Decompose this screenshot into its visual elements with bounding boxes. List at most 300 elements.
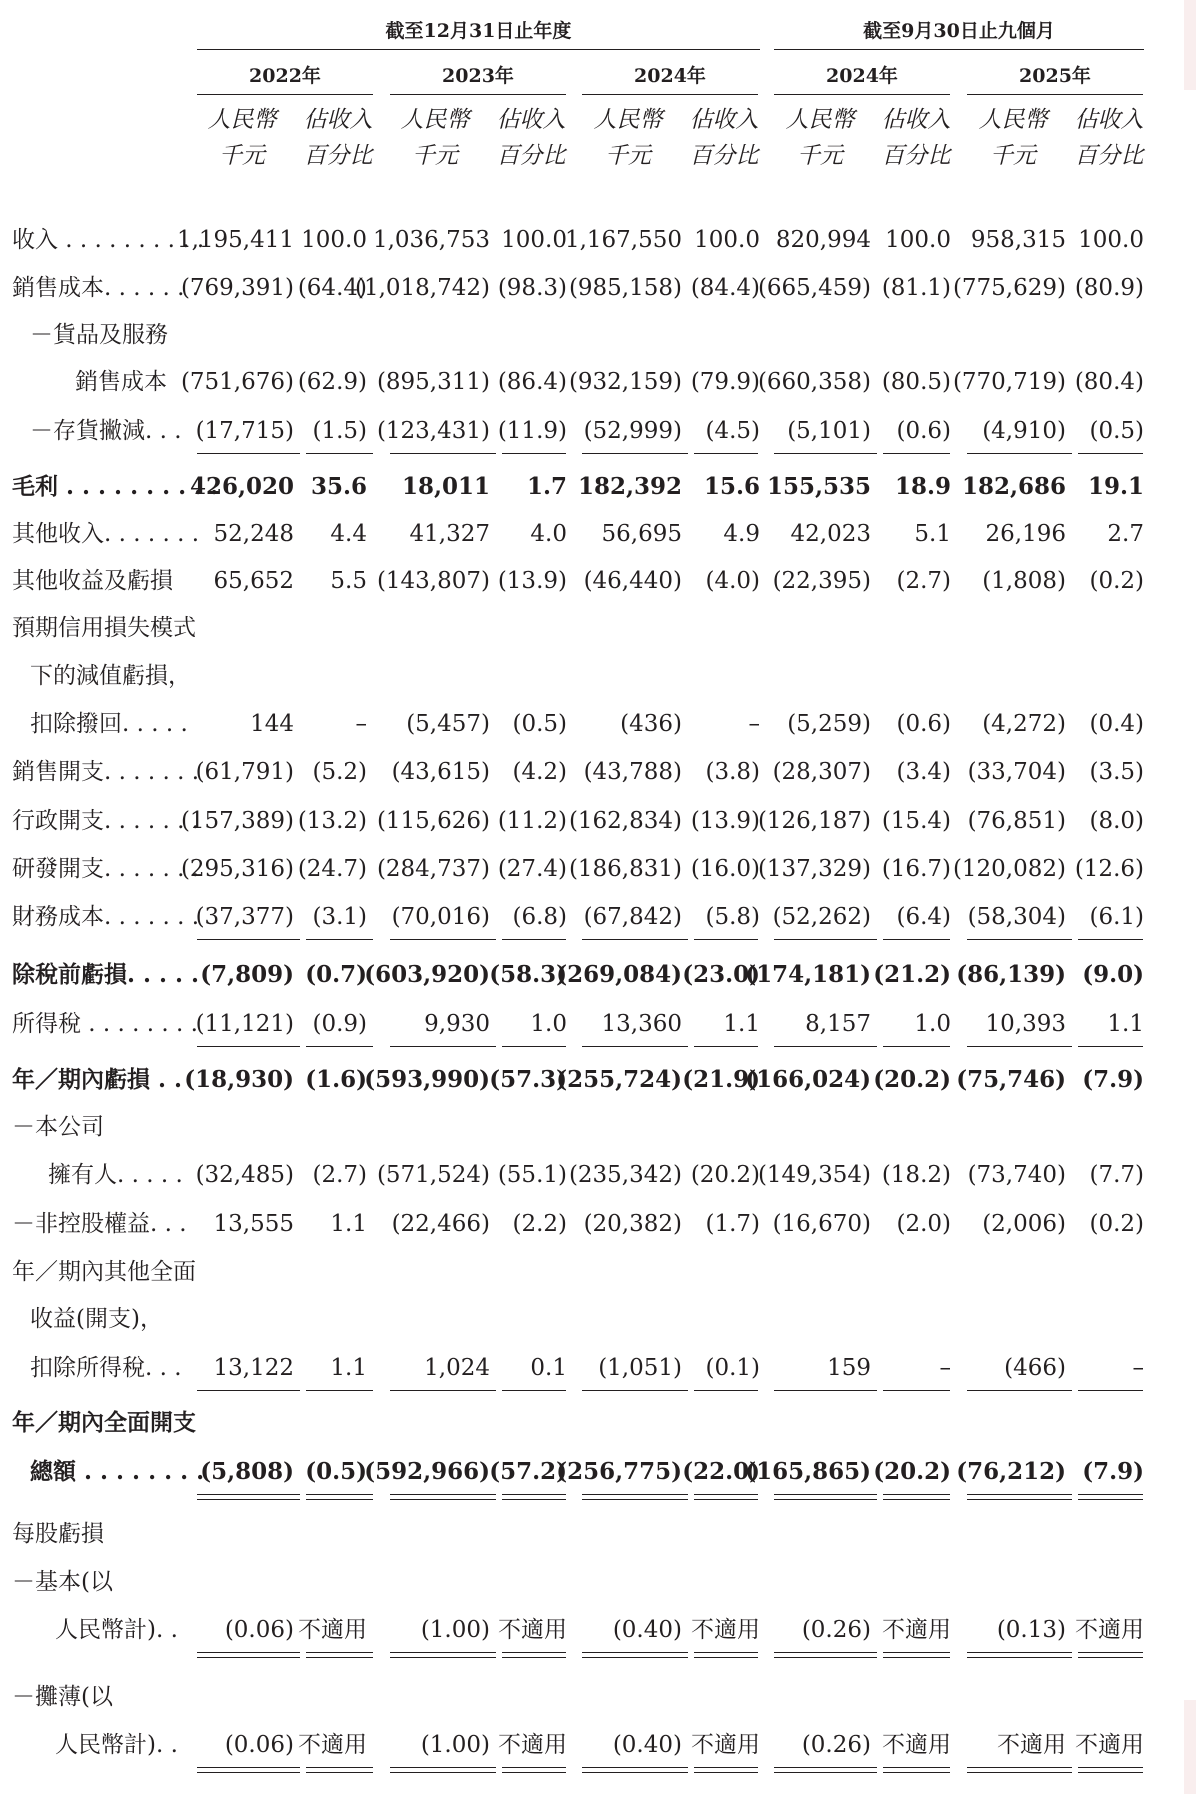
percent-cell: (86.4) — [497, 369, 567, 395]
percent-cell: (13.9) — [690, 808, 760, 834]
amount-cell: (76,851) — [967, 808, 1066, 834]
amount-cell: (157,389) — [180, 808, 294, 834]
total-double-rule — [502, 1652, 566, 1658]
subtotal-rule — [694, 453, 758, 454]
percent-cell: (6.8) — [512, 904, 567, 930]
amount-cell: 426,020 — [189, 473, 294, 500]
row-label: 其他收入. . . . . . . — [12, 521, 200, 547]
row-label: 銷售成本. . . . . . . — [12, 275, 200, 301]
subtotal-rule — [582, 453, 688, 454]
percent-cell: (57.2) — [489, 1458, 567, 1485]
percent-cell: 1.1 — [330, 1355, 367, 1381]
amount-cell: (985,158) — [568, 275, 682, 301]
percent-cell: (4.0) — [705, 568, 760, 594]
subtotal-rule — [694, 1046, 758, 1047]
amount-cell: (660,358) — [757, 369, 871, 395]
row-label: 年／期內全面開支 — [12, 1409, 196, 1436]
amount-cell: 26,196 — [985, 521, 1066, 547]
subtotal-rule — [390, 1390, 496, 1391]
percent-cell: (13.9) — [497, 568, 567, 594]
percent-cell: (0.9) — [312, 1011, 367, 1037]
amount-cell: (571,524) — [376, 1162, 490, 1188]
row-label: 除稅前虧損. . . . . — [12, 961, 200, 988]
amount-cell: 1,036,753 — [372, 227, 490, 253]
period-header: 2022年 — [249, 65, 321, 87]
subtotal-rule — [967, 453, 1072, 454]
amount-cell: 41,327 — [409, 521, 490, 547]
total-double-rule — [1078, 1767, 1143, 1773]
total-double-rule — [774, 1652, 877, 1658]
percent-cell: 不適用 — [691, 1732, 760, 1758]
amount-cell: (1,808) — [982, 568, 1066, 594]
amount-cell: (162,834) — [568, 808, 682, 834]
subtotal-rule — [774, 1046, 877, 1047]
amount-cell: (593,990) — [364, 1066, 490, 1093]
subtotal-rule — [502, 1390, 566, 1391]
subtotal-rule — [197, 453, 300, 454]
percent-cell: 15.6 — [703, 473, 760, 500]
unit-percent-label: 佔收入 — [496, 107, 566, 133]
percent-cell: (22.0) — [682, 1458, 760, 1485]
unit-amount-label: 千元 — [797, 143, 843, 169]
total-double-rule — [582, 1652, 688, 1658]
percent-cell: (58.3) — [489, 961, 567, 988]
total-double-rule — [197, 1652, 300, 1658]
subtotal-rule — [502, 453, 566, 454]
percent-cell: (0.5) — [1089, 418, 1144, 444]
subtotal-rule — [883, 453, 950, 454]
period-header-rule — [774, 94, 950, 95]
amount-cell: (5,457) — [406, 711, 490, 737]
amount-cell: (4,272) — [982, 711, 1066, 737]
amount-cell: (1.00) — [420, 1732, 490, 1758]
amount-cell: (52,999) — [583, 418, 682, 444]
percent-cell: (79.9) — [690, 369, 760, 395]
row-label: 所得稅 . . . . . . . . — [12, 1011, 198, 1037]
header-full-year-group: 截至12月31日止年度 — [385, 20, 572, 42]
amount-cell: (143,807) — [376, 568, 490, 594]
total-double-rule — [694, 1494, 758, 1500]
amount-cell: 159 — [827, 1355, 871, 1381]
total-double-rule — [967, 1494, 1072, 1500]
period-header: 2024年 — [826, 65, 898, 87]
percent-cell: 18.9 — [894, 473, 951, 500]
row-label: 預期信用損失模式 — [12, 615, 196, 641]
amount-cell: 13,555 — [213, 1211, 294, 1237]
amount-cell: (665,459) — [757, 275, 871, 301]
percent-cell: (8.0) — [1089, 808, 1144, 834]
row-label: 收益(開支)， — [30, 1306, 163, 1332]
percent-cell: 1.0 — [914, 1011, 951, 1037]
total-double-rule — [390, 1494, 496, 1500]
amount-cell: 10,393 — [985, 1011, 1066, 1037]
percent-cell: (7.9) — [1082, 1458, 1144, 1485]
subtotal-rule — [694, 939, 758, 940]
subtotal-rule — [774, 453, 877, 454]
percent-cell: (4.5) — [705, 418, 760, 444]
period-header-rule — [582, 94, 758, 95]
amount-cell: (28,307) — [772, 759, 871, 785]
amount-cell: (7,809) — [200, 961, 294, 988]
percent-cell: (16.7) — [881, 856, 951, 882]
amount-cell: 182,686 — [961, 473, 1066, 500]
total-double-rule — [883, 1652, 950, 1658]
percent-cell: (27.4) — [497, 856, 567, 882]
header-rule — [774, 49, 1144, 50]
amount-cell: (770,719) — [952, 369, 1066, 395]
amount-cell: (1,051) — [598, 1355, 682, 1381]
percent-cell: (4.2) — [512, 759, 567, 785]
row-label: －非控股權益. . . — [12, 1211, 187, 1237]
percent-cell: 5.5 — [330, 568, 367, 594]
percent-cell: (2.7) — [312, 1162, 367, 1188]
percent-cell: (24.7) — [297, 856, 367, 882]
row-label: 行政開支. . . . . . . — [12, 808, 200, 834]
percent-cell: 不適用 — [691, 1617, 760, 1643]
amount-cell: (436) — [620, 711, 682, 737]
percent-cell: 100.0 — [501, 227, 567, 253]
unit-percent-label: 百分比 — [881, 143, 951, 169]
unit-amount-label: 人民幣 — [593, 107, 663, 133]
percent-cell: 不適用 — [882, 1617, 951, 1643]
unit-percent-label: 佔收入 — [689, 107, 759, 133]
total-double-rule — [306, 1494, 373, 1500]
percent-cell: 19.1 — [1087, 473, 1144, 500]
percent-cell: 1.1 — [723, 1011, 760, 1037]
amount-cell: 56,695 — [601, 521, 682, 547]
row-label: 其他收益及虧損 — [12, 568, 173, 594]
amount-cell: (1.00) — [420, 1617, 490, 1643]
amount-cell: (11,121) — [195, 1011, 294, 1037]
percent-cell: (20.2) — [690, 1162, 760, 1188]
percent-cell: 不適用 — [498, 1617, 567, 1643]
unit-amount-label: 千元 — [412, 143, 458, 169]
percent-cell: (0.1) — [705, 1355, 760, 1381]
unit-percent-label: 百分比 — [303, 143, 373, 169]
unit-amount-label: 人民幣 — [207, 107, 277, 133]
percent-cell: (98.3) — [497, 275, 567, 301]
percent-cell: (18.2) — [881, 1162, 951, 1188]
total-double-rule — [197, 1767, 300, 1773]
percent-cell: (5.2) — [312, 759, 367, 785]
percent-cell: (0.5) — [305, 1458, 367, 1485]
percent-cell: (2.7) — [896, 568, 951, 594]
row-label: 下的減值虧損， — [30, 663, 191, 689]
amount-cell: 1,167,550 — [564, 227, 682, 253]
percent-cell: (6.1) — [1089, 904, 1144, 930]
period-header-rule — [390, 94, 566, 95]
subtotal-rule — [197, 1390, 300, 1391]
amount-cell: 13,122 — [213, 1355, 294, 1381]
amount-cell: (149,354) — [757, 1162, 871, 1188]
amount-cell: (235,342) — [568, 1162, 682, 1188]
page-edge-tint — [1184, 0, 1196, 90]
amount-cell: (73,740) — [967, 1162, 1066, 1188]
unit-percent-label: 百分比 — [1074, 143, 1144, 169]
percent-cell: (12.6) — [1074, 856, 1144, 882]
total-double-rule — [883, 1494, 950, 1500]
percent-cell: (1.6) — [305, 1066, 367, 1093]
period-header-rule — [967, 94, 1143, 95]
amount-cell: 52,248 — [213, 521, 294, 547]
amount-cell: (17,715) — [195, 418, 294, 444]
percent-cell: (1.5) — [312, 418, 367, 444]
unit-percent-label: 佔收入 — [1074, 107, 1144, 133]
subtotal-rule — [582, 1390, 688, 1391]
unit-amount-label: 千元 — [605, 143, 651, 169]
amount-cell: (20,382) — [583, 1211, 682, 1237]
percent-cell: 100.0 — [1078, 227, 1144, 253]
unit-amount-label: 人民幣 — [400, 107, 470, 133]
subtotal-rule — [1078, 453, 1143, 454]
row-label: 扣除所得稅. . . — [30, 1355, 182, 1381]
subtotal-rule — [967, 1390, 1072, 1391]
amount-cell: (0.13) — [996, 1617, 1066, 1643]
amount-cell: (0.40) — [612, 1617, 682, 1643]
amount-cell: (2,006) — [982, 1211, 1066, 1237]
amount-cell: (5,101) — [787, 418, 871, 444]
percent-cell: 不適用 — [298, 1617, 367, 1643]
percent-cell: (23.0) — [682, 961, 760, 988]
amount-cell: (46,440) — [583, 568, 682, 594]
subtotal-rule — [582, 939, 688, 940]
total-double-rule — [774, 1494, 877, 1500]
percent-cell: (0.5) — [512, 711, 567, 737]
percent-cell: 1.1 — [330, 1211, 367, 1237]
row-label: 研發開支. . . . . . . — [12, 856, 200, 882]
total-double-rule — [390, 1767, 496, 1773]
percent-cell: (11.2) — [497, 808, 567, 834]
subtotal-rule — [306, 1390, 373, 1391]
row-label: 擁有人. . . . . — [48, 1162, 183, 1188]
unit-percent-label: 百分比 — [689, 143, 759, 169]
total-double-rule — [774, 1767, 877, 1773]
percent-cell: 100.0 — [885, 227, 951, 253]
percent-cell: 100.0 — [301, 227, 367, 253]
amount-cell: (5,259) — [787, 711, 871, 737]
percent-cell: (5.8) — [705, 904, 760, 930]
subtotal-rule — [774, 939, 877, 940]
amount-cell: (165,865) — [745, 1458, 871, 1485]
percent-cell: (16.0) — [690, 856, 760, 882]
percent-cell: 不適用 — [298, 1732, 367, 1758]
subtotal-rule — [390, 939, 496, 940]
total-double-rule — [694, 1767, 758, 1773]
percent-cell: (11.9) — [497, 418, 567, 444]
subtotal-rule — [967, 1046, 1072, 1047]
percent-cell: (20.2) — [873, 1066, 951, 1093]
percent-cell: (81.1) — [881, 275, 951, 301]
amount-cell: (0.06) — [224, 1732, 294, 1758]
percent-cell: (0.2) — [1089, 568, 1144, 594]
percent-cell: 4.9 — [723, 521, 760, 547]
subtotal-rule — [390, 1046, 496, 1047]
amount-cell: (751,676) — [180, 369, 294, 395]
row-label: 扣除撥回. . . . . — [30, 711, 188, 737]
total-double-rule — [502, 1494, 566, 1500]
subtotal-rule — [1078, 1046, 1143, 1047]
amount-cell: 958,315 — [970, 227, 1066, 253]
amount-cell: (284,737) — [376, 856, 490, 882]
amount-cell: (67,842) — [583, 904, 682, 930]
row-label: 收入 . . . . . . . . . . — [12, 227, 205, 253]
amount-cell: 13,360 — [601, 1011, 682, 1037]
unit-percent-label: 百分比 — [496, 143, 566, 169]
amount-cell: (52,262) — [772, 904, 871, 930]
unit-amount-label: 人民幣 — [785, 107, 855, 133]
page-edge-tint — [1184, 1700, 1196, 1794]
subtotal-rule — [502, 939, 566, 940]
header-nine-months-group: 截至9月30日止九個月 — [863, 20, 1055, 42]
percent-cell: (84.4) — [690, 275, 760, 301]
subtotal-rule — [883, 939, 950, 940]
amount-cell: 8,157 — [805, 1011, 871, 1037]
amount-cell: (70,016) — [391, 904, 490, 930]
amount-cell: (33,704) — [967, 759, 1066, 785]
percent-cell: 35.6 — [310, 473, 367, 500]
amount-cell: (76,212) — [956, 1458, 1066, 1485]
percent-cell: (2.2) — [512, 1211, 567, 1237]
percent-cell: (13.2) — [297, 808, 367, 834]
percent-cell: 0.1 — [530, 1355, 567, 1381]
header-rule — [197, 49, 760, 50]
row-label: －存貨撇減. . . — [30, 418, 182, 444]
row-label: 人民幣計). . — [55, 1617, 178, 1643]
percent-cell: 不適用 — [1075, 1617, 1144, 1643]
total-double-rule — [502, 1767, 566, 1773]
amount-cell: 18,011 — [401, 473, 490, 500]
percent-cell: (3.8) — [705, 759, 760, 785]
row-label: －攤薄(以 — [12, 1684, 113, 1710]
percent-cell: 100.0 — [694, 227, 760, 253]
percent-cell: (80.9) — [1074, 275, 1144, 301]
amount-cell: (37,377) — [195, 904, 294, 930]
percent-cell: 4.4 — [330, 521, 367, 547]
total-double-rule — [390, 1652, 496, 1658]
amount-cell: (0.26) — [801, 1617, 871, 1643]
amount-cell: 144 — [250, 711, 294, 737]
period-header: 2024年 — [634, 65, 706, 87]
amount-cell: (0.40) — [612, 1732, 682, 1758]
amount-cell: (120,082) — [952, 856, 1066, 882]
row-label: 財務成本. . . . . . . — [12, 904, 200, 930]
row-label: 毛利 . . . . . . . . . . — [12, 473, 219, 500]
percent-cell: 4.0 — [530, 521, 567, 547]
percent-cell: (62.9) — [297, 369, 367, 395]
amount-cell: (18,930) — [184, 1066, 294, 1093]
row-label: 人民幣計). . — [55, 1732, 178, 1758]
period-header: 2025年 — [1019, 65, 1091, 87]
percent-cell: (0.6) — [896, 418, 951, 444]
amount-cell: (32,485) — [195, 1162, 294, 1188]
amount-cell: (174,181) — [745, 961, 871, 988]
amount-cell: (75,746) — [956, 1066, 1066, 1093]
subtotal-rule — [197, 1046, 300, 1047]
subtotal-rule — [694, 1390, 758, 1391]
subtotal-rule — [582, 1046, 688, 1047]
unit-amount-label: 千元 — [219, 143, 265, 169]
amount-cell: (603,920) — [364, 961, 490, 988]
unit-percent-label: 佔收入 — [303, 107, 373, 133]
amount-cell: (22,466) — [391, 1211, 490, 1237]
percent-cell: 2.7 — [1107, 521, 1144, 547]
amount-cell: (86,139) — [956, 961, 1066, 988]
amount-cell: (769,391) — [180, 275, 294, 301]
amount-cell: (295,316) — [180, 856, 294, 882]
unit-amount-label: 人民幣 — [978, 107, 1048, 133]
amount-cell: 9,930 — [424, 1011, 490, 1037]
percent-cell: (21.9) — [682, 1066, 760, 1093]
row-label: 總額 . . . . . . . . — [30, 1458, 205, 1485]
total-double-rule — [197, 1494, 300, 1500]
percent-cell: – — [1132, 1355, 1144, 1381]
unit-amount-label: 千元 — [990, 143, 1036, 169]
percent-cell: (7.9) — [1082, 1066, 1144, 1093]
percent-cell: 1.1 — [1107, 1011, 1144, 1037]
percent-cell: (6.4) — [896, 904, 951, 930]
total-double-rule — [306, 1652, 373, 1658]
subtotal-rule — [967, 939, 1072, 940]
subtotal-rule — [883, 1046, 950, 1047]
percent-cell: 1.0 — [530, 1011, 567, 1037]
percent-cell: (64.4) — [297, 275, 367, 301]
percent-cell: (21.2) — [873, 961, 951, 988]
period-header-rule — [197, 94, 373, 95]
amount-cell: (466) — [1004, 1355, 1066, 1381]
row-label: －基本(以 — [12, 1569, 113, 1595]
total-double-rule — [1078, 1494, 1143, 1500]
row-label: 每股虧損 — [12, 1521, 104, 1547]
total-double-rule — [967, 1652, 1072, 1658]
percent-cell: 1.7 — [526, 473, 567, 500]
amount-cell: (58,304) — [967, 904, 1066, 930]
percent-cell: (0.2) — [1089, 1211, 1144, 1237]
amount-cell: 42,023 — [790, 521, 871, 547]
total-double-rule — [582, 1494, 688, 1500]
amount-cell: (932,159) — [568, 369, 682, 395]
amount-cell: (123,431) — [376, 418, 490, 444]
percent-cell: 5.1 — [914, 521, 951, 547]
total-double-rule — [883, 1767, 950, 1773]
subtotal-rule — [197, 939, 300, 940]
subtotal-rule — [1078, 1390, 1143, 1391]
amount-cell: 155,535 — [766, 473, 871, 500]
percent-cell: (0.7) — [305, 961, 367, 988]
amount-cell: (256,775) — [556, 1458, 682, 1485]
subtotal-rule — [1078, 939, 1143, 940]
percent-cell: 不適用 — [882, 1732, 951, 1758]
amount-cell: (22,395) — [772, 568, 871, 594]
amount-cell: 820,994 — [775, 227, 871, 253]
percent-cell: (9.0) — [1082, 961, 1144, 988]
percent-cell: 不適用 — [1075, 1732, 1144, 1758]
row-label: 銷售開支. . . . . . . — [12, 759, 200, 785]
amount-cell: 不適用 — [997, 1732, 1066, 1758]
amount-cell: (269,084) — [556, 961, 682, 988]
subtotal-rule — [390, 453, 496, 454]
subtotal-rule — [502, 1046, 566, 1047]
total-double-rule — [967, 1767, 1072, 1773]
percent-cell: (2.0) — [896, 1211, 951, 1237]
row-label: 年／期內虧損 . . — [12, 1066, 183, 1093]
amount-cell: (115,626) — [376, 808, 490, 834]
percent-cell: (57.3) — [489, 1066, 567, 1093]
amount-cell: (16,670) — [772, 1211, 871, 1237]
subtotal-rule — [774, 1390, 877, 1391]
amount-cell: (61,791) — [195, 759, 294, 785]
amount-cell: (137,329) — [757, 856, 871, 882]
subtotal-rule — [306, 939, 373, 940]
